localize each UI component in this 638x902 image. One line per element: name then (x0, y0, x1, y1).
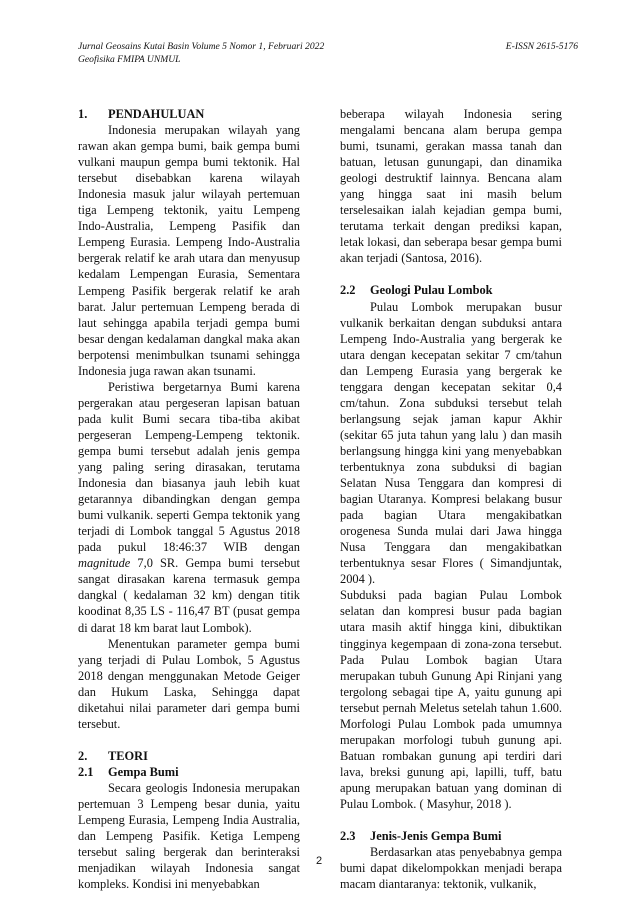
italic-term: magnitude (78, 556, 131, 571)
paragraph: Secara geologis Indonesia merupakan pertemuan 3 Lempeng besar dunia, yaitu Lempeng Eurasia, Lempeng India Australia, dan Lempeng Pasifik. Ketiga Lempeng tersebut saling bergerak dan berinteraksi menjadikan wilayah Indonesia sangat kompleks. Kondisi ini menyebabkan (78, 780, 300, 892)
subsection-heading-earthquake (78, 764, 300, 780)
subsection-heading-earthquake-types (340, 828, 562, 844)
paragraph: Indonesia merupakan wilayah yang rawan akan gempa bumi, baik gempa bumi vulkani maupun gempa bumi tektonik. Hal tersebut disebabkan karena wilayah Indonesia masuk jalur wilayah pertemuan tiga Lempeng tektonik, yaitu Lempeng Indo-Australia, Lempeng Pasifik dan Lempeng Eurasia. Lempeng Indo-Australia bergerak relatif ke arah utara dan menyusup kedalam Lempengan Eurasia, Sementara Lempeng Pasifik bergerak relatif ke arah barat. Jalur pertemuan Lempeng berada di laut sehingga apabila terjadi gempa bumi besar dengan kedalaman dangkal maka akan berpotensi menimbulkan tsunami sehingga Indonesia juga rawan akan tsunami. (78, 123, 300, 378)
subsection-number: 2.3 (340, 829, 356, 844)
left-column (78, 106, 300, 892)
paragraph (78, 379, 300, 636)
paragraph: Pulau Lombok merupakan busur vulkanik berkaitan dengan subduksi antara Lempeng Indo-Australia yang bergerak ke utara dengan kecepatan sekitar 7 cm/tahun dan Lempeng Eurasia yang bergerak ke tenggara dengan kecepatan sekitar 0,4 cm/tahun. Zona subduksi tersebut telah berlangsung sejak jaman kapur Akhir (sekitar 65 juta tahun yang lalu ) dan masih berlangsung hingga kini yang menyebabkan terbentuknya zona subduksi di bagian Selatan Nusa Tenggara dan kompresi di bagian Utaranya. Kompresi belakang busur pada bagian Utara mengakibatkan orogenesa Sunda mulai dari Jawa hingga Nusa Tenggara dan mengakibatkan terbentuknya sesar Flores ( Simandjuntak, 2004 ). (340, 299, 562, 587)
section-number: 1. (78, 107, 88, 121)
subsection-number: 2.2 (340, 283, 356, 298)
journal-title: Jurnal Geosains Kutai Basin Volume 5 Nomor 1, Februari 2022 (78, 41, 325, 52)
section-title: PENDAHULUAN (108, 107, 205, 121)
section-number: 2. (78, 748, 88, 763)
text-run: Peristiwa bergetarnya Bumi karena pergerakan atau pergeseran lapisan batuan pada kulit Bumi secara tiba-tiba akibat pergeseran Lempeng-Lempeng tektonik. gempa bumi tersebut adalah jenis gempa yang paling sering dirasakan, terutama Indonesia dan biasanya jauh lebih kuat getarannya dibandingkan dengan gempa bumi vulkanik. seperti Gempa tektonik yang terjadi di Lombok tanggal 5 Agustus 2018 pada pukul 18:46:37 WIB dengan (78, 379, 300, 555)
subsection-heading-lombok-geology (340, 282, 562, 298)
subsection-title: Geologi Pulau Lombok (370, 283, 493, 298)
paragraph: beberapa wilayah Indonesia sering mengalami bencana alam berupa gempa bumi, tsunami, gerakan massa tanah dan batuan, letusan gunungapi, dan dinamika geologi destruktif lainnya. Bencana alam yang hingga saat ini masih belum terselesaikan ialah kejadian gempa bumi, terutama terkait dengan prediksi kapan, letak lokasi, dan seberapa besar gempa bumi akan terjadi (Santosa, 2016). (340, 107, 562, 266)
subsection-title: Gempa Bumi (108, 764, 179, 779)
paragraph: Subduksi pada bagian Pulau Lombok selatan dan kompresi busur pada bagian utara masih aktif hingga kini, dibuktikan tingginya kegempaan di zona-zona tersebut. Pada Pulau Lombok bagian Utara merupakan tubuh Gunung Api Rinjani yang tergolong sebagai tipe A, yaitu gunung api tersebut pernah Meletus setelah tahun 1.600. Morfologi Pulau Lombok pada umumnya merupakan morfologi tubuh gunung api. Batuan rombakan gunung api terdiri dari lava, breksi gunung api, lapilli, tuff, batu apung merupakan batuan yang dominan di Pulau Lombok. ( Masyhur, 2018 ). (340, 588, 562, 811)
right-column (340, 106, 562, 892)
section-heading-introduction (78, 106, 300, 122)
subsection-title: Jenis-Jenis Gempa Bumi (370, 829, 502, 844)
department: Geofisika FMIPA UNMUL (78, 54, 181, 65)
text-run: 7,0 SR. Gempa bumi tersebut sangat dirasakan karena termasuk gempa dangkal ( kedalaman 32 km) dengan titik koodinat 8,35 LS - 116,47 BT (pusat gempa di darat 18 km barat laut Lombok). (78, 556, 300, 635)
page-number: 2 (315, 855, 323, 867)
subsection-number: 2.1 (78, 764, 94, 779)
section-heading-theory (78, 748, 300, 764)
running-header (78, 40, 578, 66)
issn: E-ISSN 2615-5176 (505, 41, 578, 52)
paragraph: Menentukan parameter gempa bumi yang terjadi di Pulau Lombok, 5 Agustus 2018 dengan menggunakan Metode Geiger dan Hukum Laska, Sehingga dapat diketahui nilai parameter dari gempa bumi tersebut. (78, 636, 300, 731)
paragraph: Berdasarkan atas penyebabnya gempa bumi dapat dikelompokkan menjadi berapa macam diantaranya: tektonik, vulkanik, (340, 845, 562, 892)
section-title: TEORI (108, 748, 148, 763)
